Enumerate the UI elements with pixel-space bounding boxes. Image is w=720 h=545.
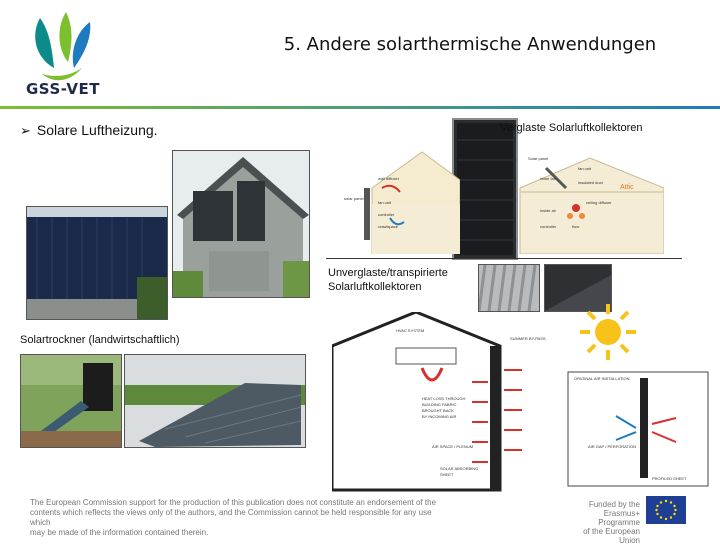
eu-line-2: Erasmus+ Programme [598,509,640,527]
label-inline-fan: inline fan [540,176,557,181]
building-collector-wall-photo [26,206,168,320]
label-profiled-sheet: PROFILED SHEET [652,476,687,481]
label-fan-unit: fan unit [378,200,392,205]
bullet-item [20,122,158,139]
eu-funding-text [560,500,640,545]
label-solar-absorbing [440,466,478,478]
arrow-bullet-icon: ➢ [20,123,31,138]
label-solar-absorbing-1: SOLAR ABSORBING [440,466,479,471]
caption-glazed-collectors: Verglaste Solarluftkollektoren [500,122,643,134]
logo-text: GSS-VET [26,80,100,98]
label-crawlspace: crawlspace [378,224,399,229]
eu-line-1: Funded by the [588,500,640,509]
solar-dryer-photo-2 [124,354,306,448]
disclaimer-line-2: contents which reflects the views only of the authors, and the Commission cannot be held responsible for any use which [30,508,432,527]
corrugated-sheet-photo [478,264,540,312]
label-air-space: AIR SPACE / PLENUM [432,444,474,449]
disclaimer-line-3: may be made of the information contained therein. [30,528,209,537]
section-divider [326,258,682,259]
eu-disclaimer [30,498,450,538]
eu-line-3: of the European Union [583,527,640,545]
label-hvac-system: HVAC SYSTEM [396,328,425,333]
label-ceiling-diffuser: ceiling diffuser [586,200,612,205]
label-air-gap: AIR GAP / PERFORATION [588,444,637,449]
label-insulated-duct: insulated duct [578,180,603,185]
caption-unglazed-line2: Solarluftkollektoren [328,281,422,293]
label-controller: controller [378,212,395,217]
solar-dryer-photo-1 [20,354,122,448]
glazed-diagram-wall [342,148,460,254]
glazed-collector-panel [452,118,518,260]
label-heat-loss-1: HEAT LOSS THROUGH [422,396,466,401]
label-summer-bypass: SUMMER BY-PASS [510,336,546,341]
label-heat-loss-2: BUILDING FABRIC [422,402,457,407]
label-heat-loss-4: BY INCOMING AIR [422,414,457,419]
label-flow: flow [572,224,580,229]
bullet-label: Solare Luftheizung. [36,122,158,138]
caption-solar-dryer: Solartrockner (landwirtschaftlich) [20,334,180,346]
house-solar-air-photo [172,150,310,298]
page-title: 5. Andere solarthermische Anwendungen [283,34,657,55]
label-original-air: ORIGINAL AIR INSTALLATION [574,376,630,381]
label-heat-loss [422,396,465,420]
label-attic: Attic [620,184,634,191]
unglazed-diagram [332,312,712,492]
label-fan-unit-2: fan unit [578,166,592,171]
eu-flag-icon [646,496,686,524]
label-wall-diffuser: wall diffuser [378,176,400,181]
caption-unglazed-collectors [328,266,448,294]
label-solar-panel: solar panel [344,196,364,201]
label-heat-loss-3: BROUGHT BACK [422,408,454,413]
caption-unglazed-line1: Unverglaste/transpirierte [328,267,448,279]
label-solar-absorbing-2: SHEET [440,472,454,477]
label-inside-air: inside air [540,208,557,213]
header-divider [0,106,720,109]
label-controller-2: controller [540,224,557,229]
disclaimer-line-1: The European Commission support for the production of this publication does not constitute an endorsement of the [30,498,437,507]
label-solar-panel-2: Solar panel [528,156,549,161]
glazed-diagram-attic [516,148,664,254]
